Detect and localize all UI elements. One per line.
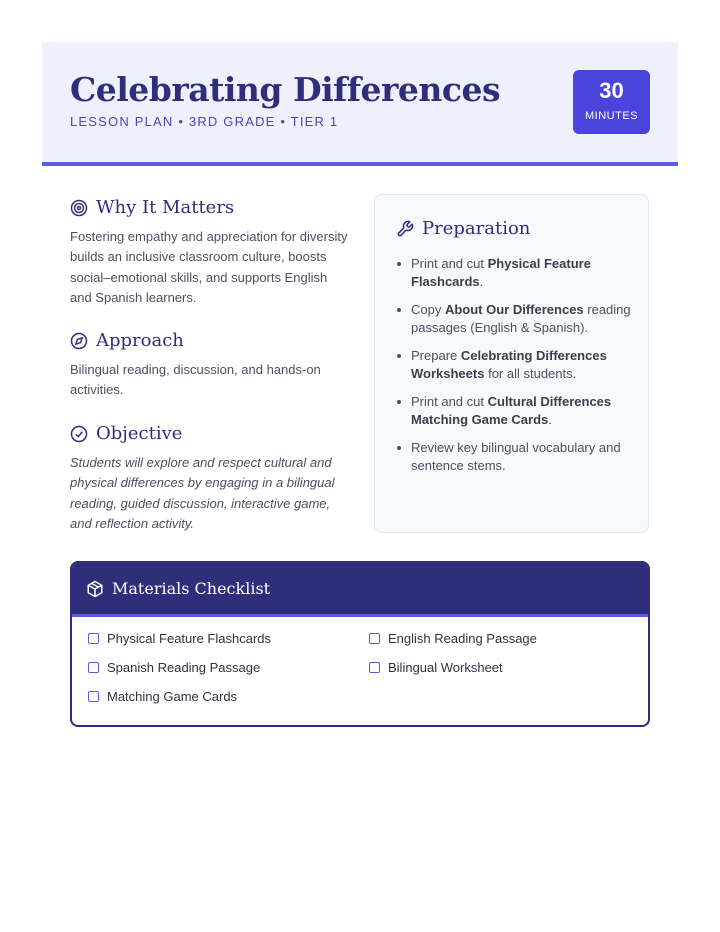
check-circle-icon <box>70 425 88 443</box>
materials-header <box>72 563 648 617</box>
duration-value: 30 <box>599 78 624 103</box>
list-item: Print and cut Physical Feature Flashcards. <box>396 255 636 291</box>
page-title: Celebrating Differences <box>70 70 501 109</box>
checklist-item[interactable]: Bilingual Worksheet <box>369 660 639 675</box>
duration-unit: MINUTES <box>585 110 638 122</box>
package-icon <box>86 580 104 598</box>
list-item: Review key bilingual vocabulary and sentence stems. <box>396 439 636 475</box>
checklist-item[interactable]: Matching Game Cards <box>88 689 369 704</box>
duration-badge <box>573 70 650 134</box>
checkbox[interactable] <box>88 662 99 673</box>
materials-title: Materials Checklist <box>112 579 271 598</box>
lesson-header <box>42 42 678 166</box>
checkbox[interactable] <box>88 633 99 644</box>
preparation-card <box>374 194 649 533</box>
target-icon <box>70 199 88 217</box>
preparation-list <box>396 255 636 485</box>
checklist-item[interactable]: Spanish Reading Passage <box>88 660 369 675</box>
objective-title: Objective <box>96 423 183 444</box>
approach-section <box>70 330 350 401</box>
list-item: Copy About Our Differences reading passages (English & Spanish). <box>396 301 636 337</box>
wrench-icon <box>396 220 414 238</box>
checkbox[interactable] <box>369 633 380 644</box>
preparation-title: Preparation <box>422 218 531 239</box>
objective-section <box>70 423 350 534</box>
lesson-subtitle: LESSON PLAN • 3RD GRADE • TIER 1 <box>70 114 339 129</box>
objective-body: Students will explore and respect cultural and physical differences by engaging in a bilingual reading, guided discussion, interactive game, and reflection activity. <box>70 455 335 531</box>
approach-body: Bilingual reading, discussion, and hands-on activities. <box>70 362 321 398</box>
why-title: Why It Matters <box>96 197 235 218</box>
materials-checklist <box>70 561 650 727</box>
list-item: Print and cut Cultural Differences Matching Game Cards. <box>396 393 636 429</box>
compass-icon <box>70 332 88 350</box>
checkbox[interactable] <box>369 662 380 673</box>
checklist-item[interactable]: English Reading Passage <box>369 631 639 646</box>
checkbox[interactable] <box>88 691 99 702</box>
list-item: Prepare Celebrating Differences Worksheets for all students. <box>396 347 636 383</box>
why-body: Fostering empathy and appreciation for diversity builds an inclusive classroom culture, boosts social–emotional skills, and supports English and Spanish learners. <box>70 229 348 305</box>
checklist-item[interactable]: Physical Feature Flashcards <box>88 631 369 646</box>
approach-title: Approach <box>96 330 184 351</box>
why-it-matters-section <box>70 197 350 308</box>
